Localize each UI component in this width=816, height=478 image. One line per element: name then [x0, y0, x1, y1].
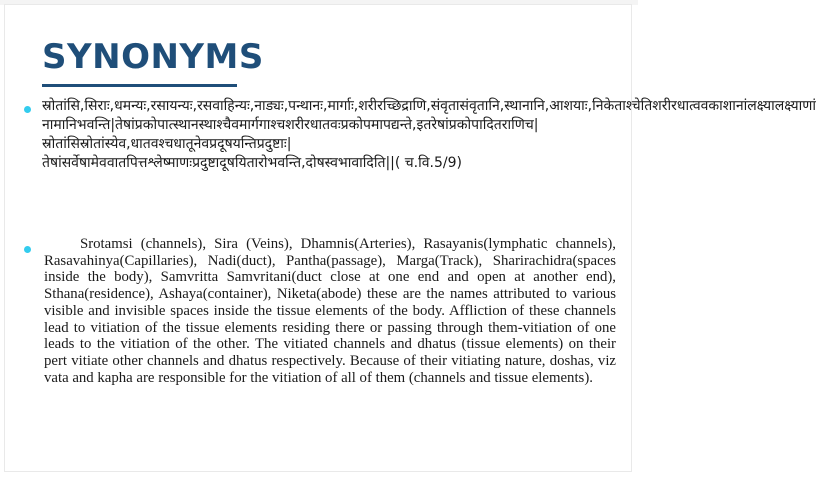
bullet-icon — [24, 246, 31, 253]
title-underline — [42, 84, 237, 87]
english-paragraph-text: Srotamsi (channels), Sira (Veins), Dhamnis(Arteries), Rasayanis(lymphatic channels), Rasavahinya(Capillaries), Nadi(duct), Pantha(passage), Marga(Track), Sharirachidra(spaces inside the body), Samvritta Samvritani(duct close at one end and open at another end), Sthana(residence), Ashaya(container), Niketa(abode) these are the names attributed to various visible and invisible spaces inside the tissue elements of the body. Affliction of these channels lead to vitiation of the tissue elements residing there or passing through them-vitiation of one leads to the vitiation of the other. The vitiated channels and dhatus (tissue elements) on their pert vitiate other channels and dhatus respectively. Because of their vitiating nature, doshas, viz vata and kapha are responsible for the vitiation of all of them (channels and tissue elements). — [44, 236, 616, 386]
sanskrit-paragraph: स्रोतांसि,सिराः,धमन्यः,रसायन्यः,रसवाहिन्यः,नाड्यः,पन्थानः,मार्गाः,शरीरच्छिद्राणि,संवृतासंवृतानि,स्थानानि,आशयाः,निकेताश्चेतिशरीरधात्ववकाशानांलक्ष्यालक्ष्याणां नामानिभवन्ति|तेषांप्रकोपात्स्थानस्थाश्चैवमार्गगाश्चशरीरधातवःप्रकोपमापद्यन्ते,इतरेषांप्रकोपादितराणिच|स्रोतांसिस्रोतांस्येव,धातवश्चधातूनेवप्रदूषयन्तिप्रदुष्टाः|तेषांसर्वेषामेववातपित्तश्लेष्माणःप्रदुष्टादूषयितारोभवन्ति,दोषस्वभावादिति||( च.वि.5/9) — [42, 98, 816, 171]
slide-title: SYNONYMS — [42, 37, 264, 77]
bullet-icon — [24, 106, 31, 113]
english-paragraph — [44, 236, 616, 386]
